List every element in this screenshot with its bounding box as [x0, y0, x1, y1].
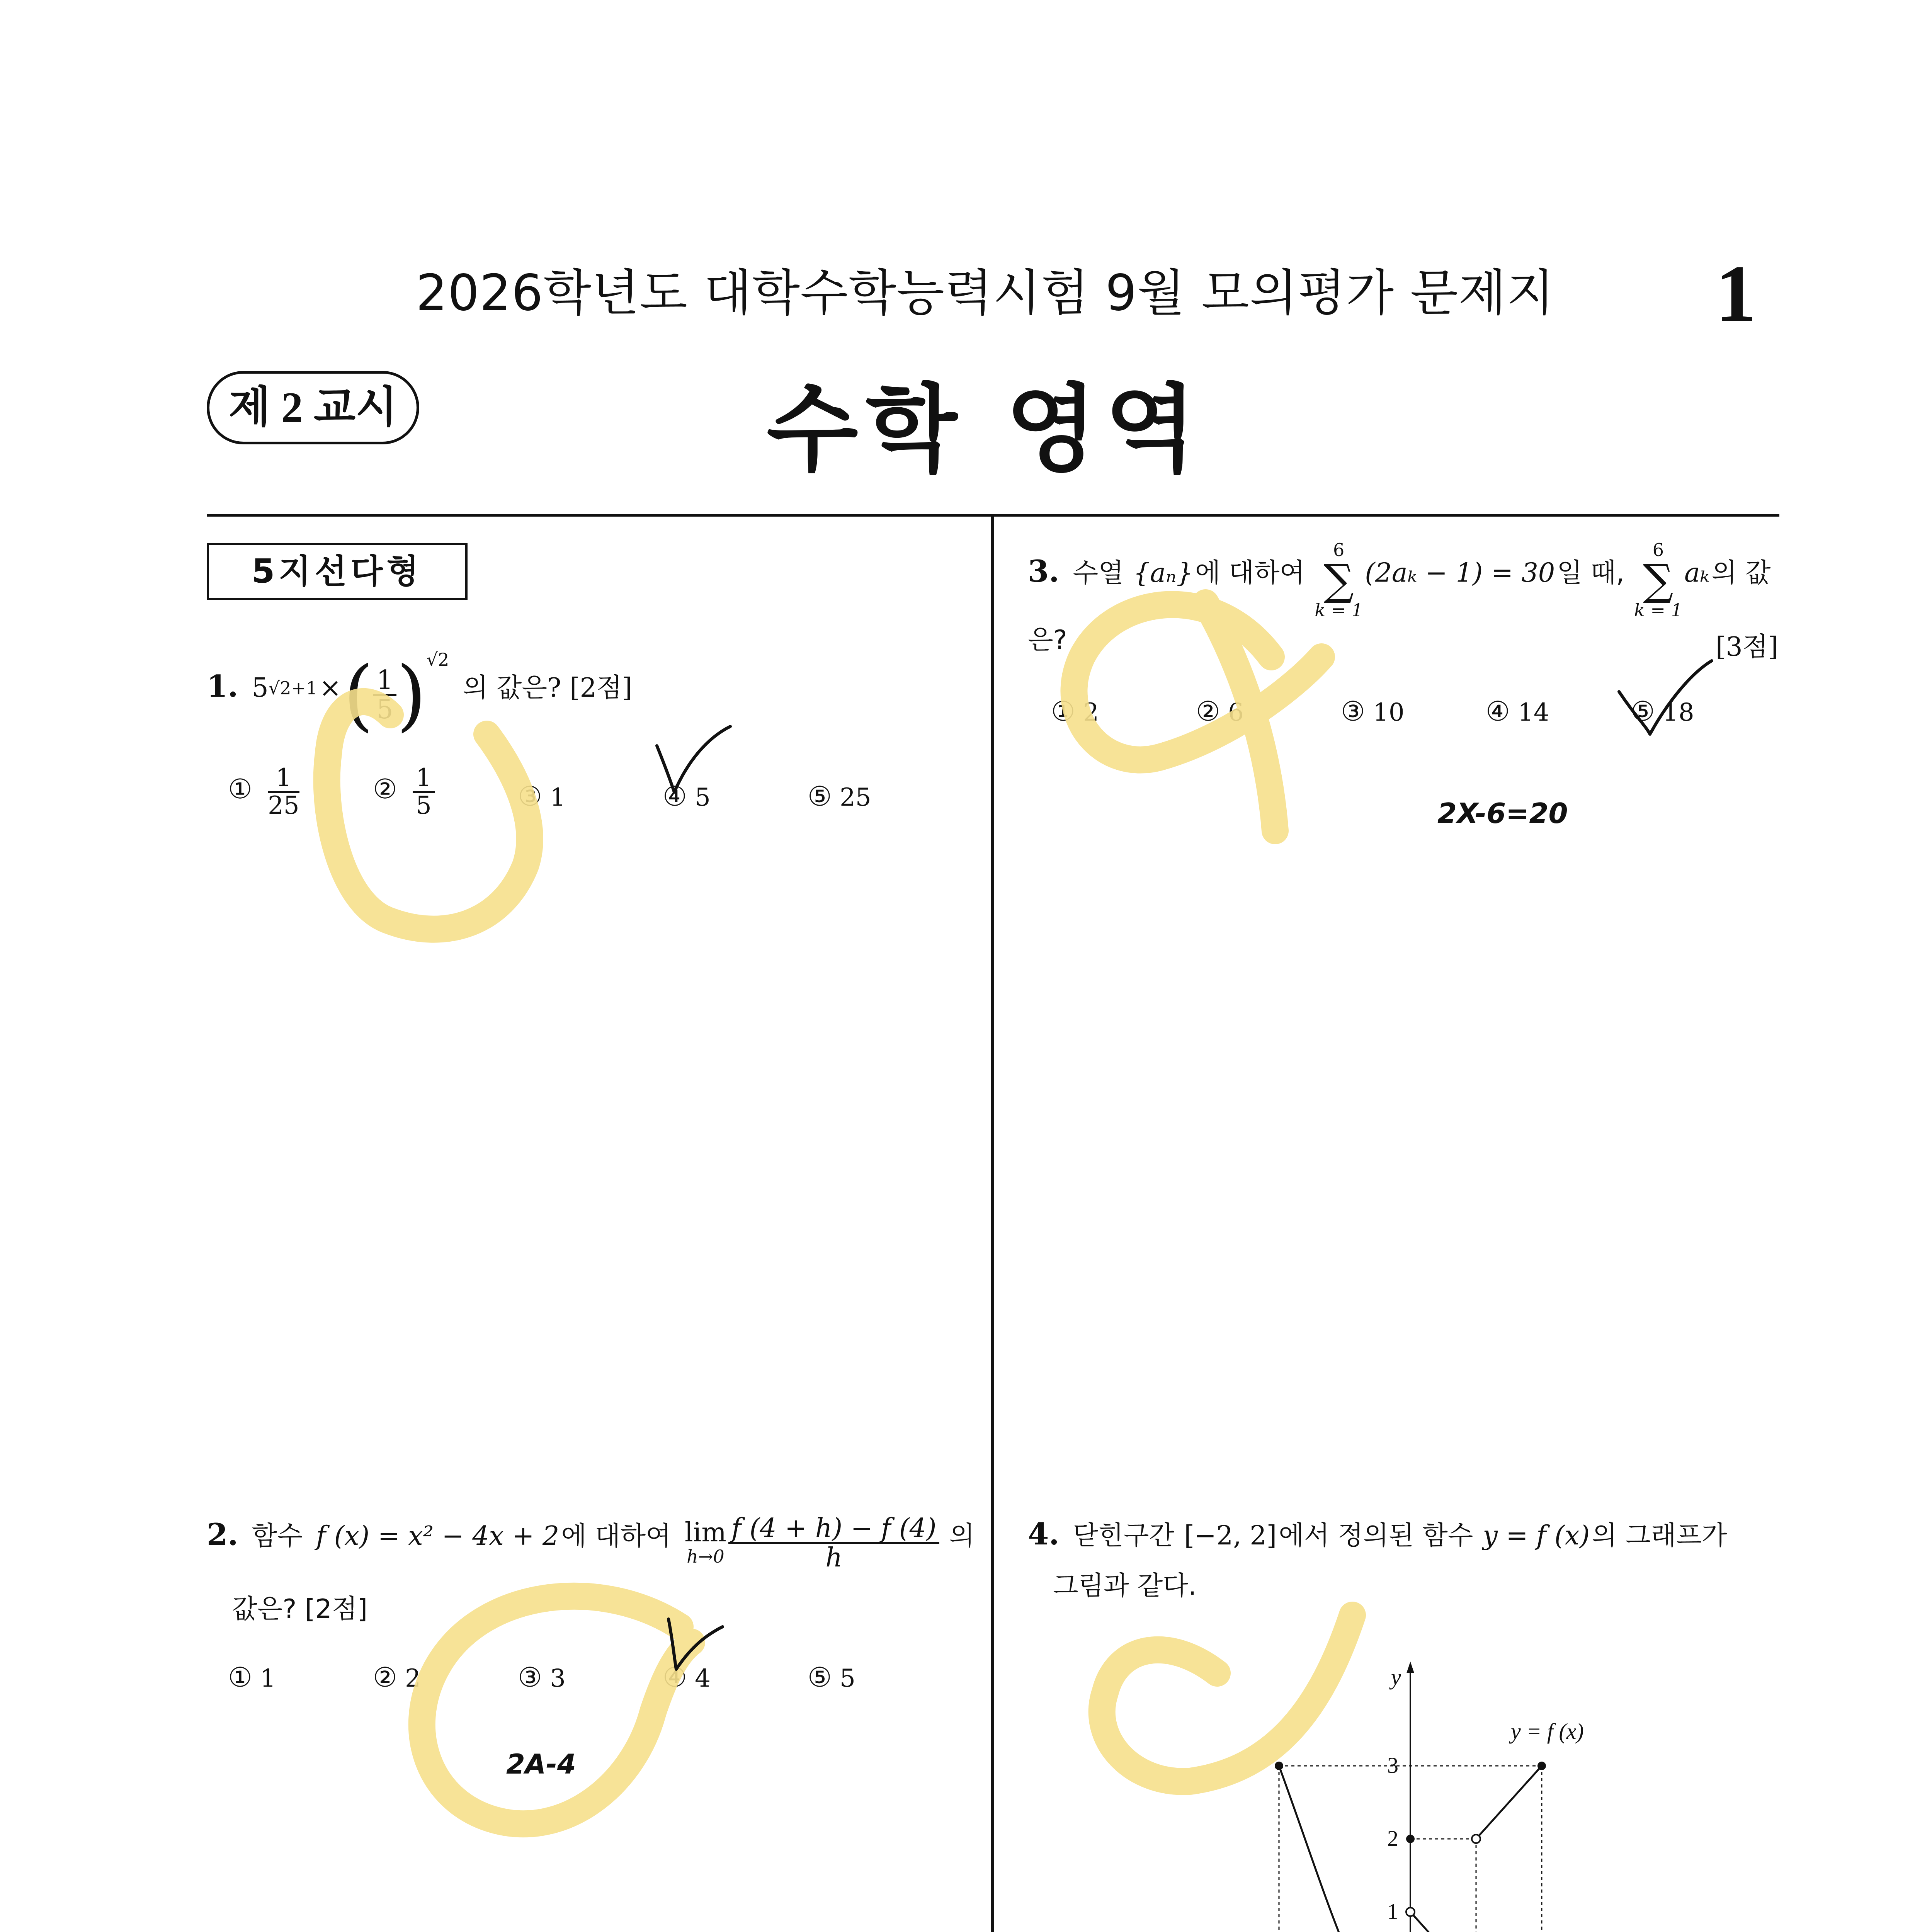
choice-mark: ④ [663, 781, 687, 812]
question-4 [1028, 1515, 1781, 1552]
choice-5[interactable] [808, 1662, 855, 1693]
question-tail-1: 의 [949, 1521, 975, 1552]
point-closed [1275, 1762, 1283, 1770]
question-lead: 함수 [252, 1521, 303, 1552]
sum-symbol: ∑ [1323, 555, 1354, 605]
times-sign: × [319, 673, 342, 703]
choice-mark: ③ [518, 1662, 542, 1693]
question-1 [207, 649, 632, 740]
outer-exponent: √2 [426, 649, 449, 670]
limit [684, 1517, 726, 1567]
question-3 [1028, 541, 1781, 656]
choice-numerator: 1 [413, 765, 435, 793]
function-expression: f (x) = x² − 4x + 2 [316, 1521, 560, 1552]
left-paren: ( [343, 650, 374, 740]
choice-mark: ⑤ [808, 781, 832, 812]
y-tick: 1 [1387, 1899, 1398, 1924]
choice-denominator: 5 [416, 791, 432, 820]
choice-denominator: 25 [268, 791, 299, 820]
section-label: 5지선다형 [207, 543, 468, 600]
question-tail: 의 값은? [2점] [463, 673, 633, 703]
choice-3[interactable] [1341, 696, 1405, 727]
choice-value: 25 [840, 783, 871, 812]
limit-word: lim [684, 1517, 726, 1548]
point-open [1406, 1908, 1415, 1916]
function-expression: y = f (x) [1483, 1520, 1590, 1551]
choice-mark: ① [1051, 696, 1075, 727]
y-axis-arrow [1406, 1662, 1414, 1673]
column-divider [991, 514, 994, 1932]
choice-1[interactable] [228, 1662, 276, 1693]
line-segment-2 [1410, 1912, 1476, 1932]
limit-subscript: h→0 [687, 1546, 724, 1567]
question-mid-2: 일 때, [1557, 558, 1624, 588]
choice-2[interactable] [373, 1662, 421, 1693]
choice-value: 2 [405, 1664, 421, 1693]
exam-title: 2026학년도 대학수학능력시험 9월 모의평가 문제지 [416, 264, 1555, 322]
quotient-numerator: f (4 + h) − f (4) [728, 1515, 939, 1544]
choice-value: 5 [695, 783, 711, 812]
question-number: 1. [207, 669, 238, 704]
y-axis-label: y [1391, 1665, 1401, 1690]
question-4-line-2: 그림과 같다. [1053, 1571, 1197, 1601]
fraction-denominator: 5 [376, 694, 393, 725]
choice-value: 2 [1083, 698, 1099, 727]
choice-mark: ① [228, 1662, 252, 1693]
expr-base: 5 [252, 673, 269, 703]
line-segment-3 [1476, 1766, 1542, 1839]
choice-4[interactable] [663, 1662, 711, 1693]
question-mid: 에서 정의된 함수 [1279, 1520, 1473, 1551]
choice-value: 1 [260, 1664, 276, 1693]
right-paren: ) [396, 650, 427, 740]
curve-label: y = f (x) [1511, 1719, 1584, 1744]
question-tail: 의 값은? [1028, 558, 1771, 655]
choice-value: 4 [695, 1664, 711, 1693]
y-tick: 3 [1387, 1753, 1398, 1778]
question-mid: 에 대하여 [1195, 558, 1305, 588]
summation [1315, 541, 1363, 619]
question-number: 3. [1028, 554, 1060, 589]
choice-1[interactable] [1051, 696, 1099, 727]
sum-symbol: ∑ [1643, 555, 1673, 605]
choice-mark: ③ [1341, 696, 1365, 727]
interval: [−2, 2] [1184, 1520, 1277, 1551]
summation-2 [1634, 541, 1682, 619]
question-2 [207, 1515, 975, 1572]
sum-lower: k = 1 [1634, 600, 1682, 621]
function-graph [1121, 1642, 1700, 1932]
fraction-numerator: 1 [373, 667, 396, 696]
choice-value: 18 [1663, 698, 1694, 727]
choice-value: 1 [550, 783, 566, 812]
choice-mark: ④ [1486, 696, 1510, 727]
sum2-body: aₖ [1684, 558, 1710, 588]
subject-title: 수학 영역 [767, 374, 1204, 485]
question-number: 4. [1028, 1517, 1060, 1552]
choice-mark: ⑤ [808, 1662, 832, 1693]
choice-mark: ⑤ [1631, 696, 1655, 727]
question-lead: 수열 [1073, 558, 1124, 588]
period-badge: 제 2 교시 [207, 371, 419, 444]
question-mid-2: 의 그래프가 [1592, 1520, 1727, 1551]
sum-lower: k = 1 [1315, 600, 1363, 621]
choice-4[interactable] [663, 781, 711, 812]
expr-exponent: √2+1 [268, 677, 318, 699]
difference-quotient [728, 1515, 939, 1572]
handwritten-note-q2: 2A-4 [506, 1748, 576, 1780]
question-number: 2. [207, 1517, 238, 1553]
choice-value: 3 [550, 1664, 566, 1693]
choice-value: 6 [1228, 698, 1244, 727]
choice-1[interactable] [228, 765, 299, 819]
choice-2[interactable] [373, 765, 435, 819]
quotient-denominator: h [825, 1543, 843, 1573]
choice-mark: ② [373, 773, 397, 805]
choice-mark: ④ [663, 1662, 687, 1693]
choice-value: 10 [1373, 698, 1405, 727]
question-3-points: [3점] [1716, 632, 1779, 662]
choice-value: 5 [840, 1664, 855, 1693]
handwritten-note-q3: 2X-6=20 [1437, 797, 1568, 830]
choice-mark: ③ [518, 781, 542, 812]
choice-3[interactable] [518, 1662, 566, 1693]
question-mid: 에 대하여 [561, 1521, 671, 1552]
question-2-line-2: 값은? [2점] [232, 1594, 368, 1624]
highlight-loop-q2 [422, 1596, 692, 1824]
choice-value: 14 [1518, 698, 1549, 727]
question-lead: 닫힌구간 [1073, 1520, 1175, 1551]
choice-2[interactable] [1196, 696, 1244, 727]
point-closed [1537, 1762, 1546, 1770]
choice-3[interactable] [518, 781, 566, 812]
choice-numerator: 1 [268, 765, 299, 793]
point-closed [1406, 1835, 1415, 1843]
point-open [1472, 1835, 1480, 1843]
y-tick: 2 [1387, 1826, 1398, 1851]
sum-upper: 6 [1652, 539, 1664, 560]
choice-mark: ① [228, 773, 252, 805]
fraction [373, 667, 396, 724]
page-number: 1 [1716, 249, 1756, 338]
sum-upper: 6 [1333, 539, 1345, 560]
choice-mark: ② [373, 1662, 397, 1693]
choice-mark: ② [1196, 696, 1220, 727]
choice-5[interactable] [1631, 696, 1694, 727]
choice-4[interactable] [1486, 696, 1549, 727]
sequence: {aₙ} [1133, 558, 1193, 588]
choice-5[interactable] [808, 781, 871, 812]
sum-body: (2aₖ − 1) = 30 [1365, 558, 1555, 588]
